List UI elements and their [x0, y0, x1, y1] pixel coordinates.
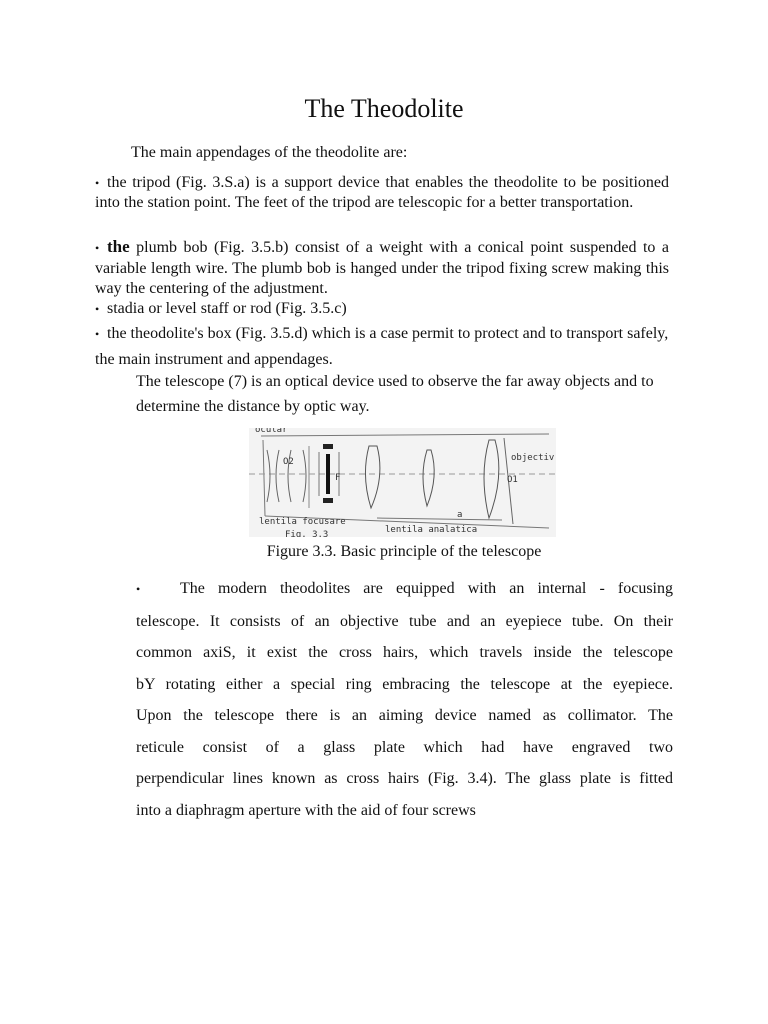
bullet-dot-icon: •: [95, 327, 100, 341]
bullet-stadia: [95, 299, 669, 319]
figure-label-ocular: ocular: [255, 428, 288, 435]
bullet-dot-icon: •: [136, 582, 141, 596]
bullet-plumb-bob: [95, 237, 669, 300]
figure-label-a: a: [457, 510, 463, 520]
modern-theodolites-paragraph: [136, 573, 673, 826]
bullet-tripod-text: the tripod (Fig. 3.S.a) is a support device that enables the theodolite to be positioned into the station point. The feet of the tripod are telescopic for a better transportation.: [95, 174, 669, 211]
bullet-dot-icon: •: [95, 302, 100, 316]
bullet-tripod: [95, 173, 669, 212]
modern-line-7: perpendicular lines known as cross hairs (Fig. 3.4). The glass plate is fitted: [136, 770, 673, 787]
figure-label-f: F: [335, 473, 341, 483]
bullet-dot-icon: •: [95, 241, 100, 255]
bullet-box-text: the theodolite's box (Fig. 3.5.d) which is a case permit to protect and to transport safely, the main instrument and appendages.: [95, 325, 669, 368]
modern-line-2: telescope. It consists of an objective tube and an eyepiece tube. On their: [136, 612, 673, 630]
intro-text: The main appendages of the theodolite are:: [131, 144, 408, 161]
modern-line-5: Upon the telescope there is an aiming device named as collimator. The: [136, 707, 673, 724]
figure-label-objective: objectiv: [511, 453, 555, 463]
bullet-dot-icon: •: [95, 176, 100, 190]
modern-line-1: • The modern theodolites are equipped with an internal - focusing: [136, 573, 673, 606]
figure-caption: Figure 3.3. Basic principle of the telescope: [266, 543, 542, 560]
figure-label-lentila-analatica: lentila analatica: [385, 525, 478, 535]
bullet-stadia-text: stadia or level staff or rod (Fig. 3.5.c): [107, 300, 347, 317]
modern-line-6: reticule consist of a glass plate which had have engraved two: [136, 738, 673, 756]
figure-label-lentila-focusare: lentila focusare: [259, 517, 346, 527]
telescope-paragraph: The telescope (7) is an optical device used to observe the far away objects and to determine the distance by optic way.: [136, 373, 654, 415]
page-title: The Theodolite: [304, 94, 464, 123]
modern-line-3: common axiS, it exist the cross hairs, which travels inside the telescope: [136, 644, 673, 661]
modern-line-8: into a diaphragm aperture with the aid of four screws: [136, 801, 476, 819]
figure-label-fig: Fig. 3.3: [285, 530, 329, 537]
bullet-plumb-bob-text: plumb bob (Fig. 3.5.b) consist of a weight with a conical point suspended to a variable length wire. The plumb bob is hanged under the tripod fixing screw making this way the centering of the adjustment.: [95, 239, 669, 297]
telescope-figure: [249, 428, 556, 537]
figure-label-o2: O2: [283, 457, 294, 467]
bullet-box: [95, 321, 669, 372]
modern-line-4: bY rotating either a special ring embracing the telescope at the eyepiece.: [136, 675, 673, 693]
telescope-diagram: [249, 428, 556, 537]
bullet-plumb-bob-bold: the: [107, 237, 130, 256]
figure-label-o1: O1: [507, 475, 518, 485]
